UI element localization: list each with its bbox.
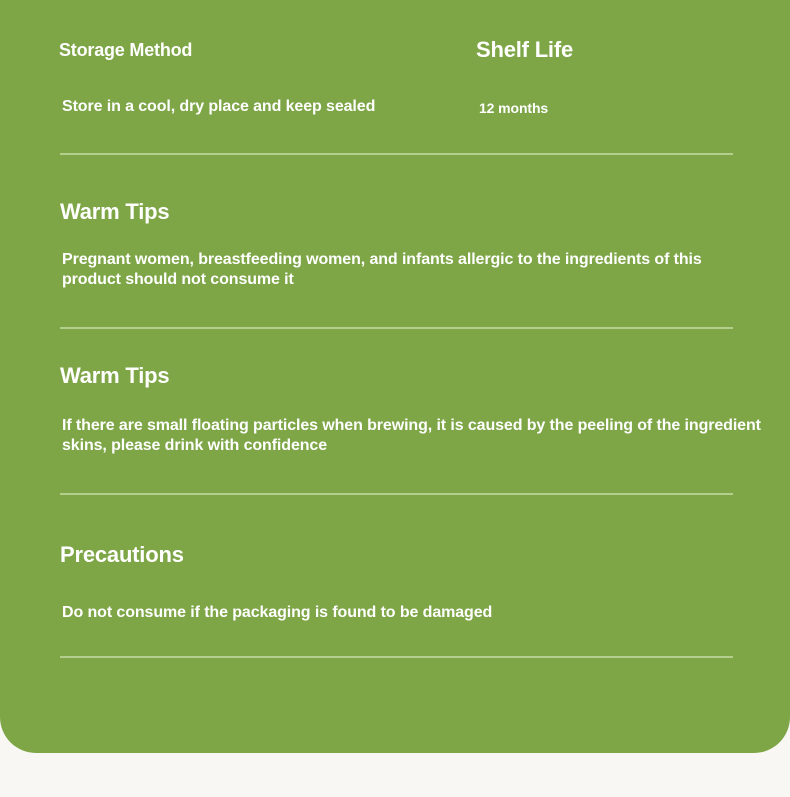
precautions-title: Precautions bbox=[60, 542, 184, 567]
shelf-life-text: 12 months bbox=[479, 100, 549, 116]
shelf-life-title: Shelf Life bbox=[476, 37, 574, 62]
storage-method-text: Store in a cool, dry place and keep sealed bbox=[62, 98, 376, 115]
divider bbox=[60, 153, 733, 155]
storage-method-title: Storage Method bbox=[59, 40, 193, 60]
warm-tips-text: If there are small floating particles when brewing, it is caused by the peeling of the ingredient skins, please drink with confidence bbox=[62, 417, 761, 454]
divider bbox=[60, 493, 733, 495]
precautions-text: Do not consume if the packaging is found to be damaged bbox=[62, 604, 493, 621]
divider bbox=[60, 327, 733, 329]
divider bbox=[60, 656, 733, 658]
warm-tips-title: Warm Tips bbox=[60, 199, 170, 224]
warm-tips-title: Warm Tips bbox=[60, 363, 170, 388]
warm-tips-text: Pregnant women, breastfeeding women, and infants allergic to the ingredients of this product should not consume it bbox=[62, 251, 702, 288]
